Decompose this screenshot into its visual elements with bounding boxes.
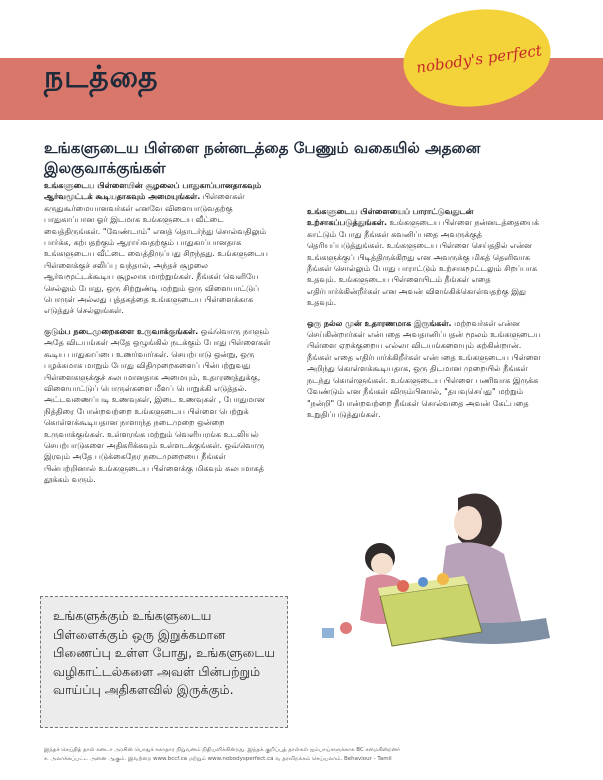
toy-ball (418, 577, 428, 587)
paragraph-lead: உங்களுடைய பிள்ளையின் சூழலைப் பாதுகாப்பானதாகவும் ஆர்வமூட்டக் கூடியதாகவும் அமையுங்கள். (44, 181, 262, 202)
right-column (307, 206, 547, 429)
toy-on-floor (340, 622, 352, 634)
parent-child-illustration (308, 478, 558, 668)
left-column (44, 180, 276, 495)
paragraph-body: உங்களுடைய பிள்ளை நன்னடத்தையைக் காட்டும் போது நீங்கள் கவனிப்பதை அவருக்குத் தெரியப்படுத்துங்கள். உங்களுடைய பிள்ளை செய்ததில் என்ன உங்களுக்குப் பிடித்திருக்கிறது என அவருக்கு மிகத் தெளிவாக நீங்கள் சொல்லும் போது பாராட்டும் உற்சாகமூட்டலும் சிறப்பாக உதவும். உங்களுடைய பிள்ளையிடம் நீங்கள் எதை எதிர்பார்க்கின்றீர்கள் என அவன் விளங்கிக்கொள்வதற்கு இது உதவும். (307, 218, 540, 308)
paragraph-praise (307, 206, 547, 309)
quote-box: உங்களுக்கும் உங்களுடைய பிள்ளைக்கும் ஒரு இறுக்கமான பிணைப்பு உள்ள போது, உங்களுடைய வழிகாட்டல்களை அவள் பின்பற்றும் வாய்ப்பு அதிகளவில் இருக்கும். (40, 596, 288, 728)
child-face (371, 553, 393, 575)
paragraph-body: ஒவ்வொரு நாளும் அதே விடயங்கள் அதே ஒழுங்கில் நடக்கும் போது பிள்ளைகள் கூடிய பாதுகாப்பை உணர்வார்கள். செயற்பாடு ஒன்று, ஒரு பழக்கமாக மாறும் போது விதிமுறைகளைப் பின்பற்றுவது பிள்ளைகளுக்குச் சுலபமானதாக அமையும், உதாரணத்துக்கு, விளையாட்டுப் பொருள்களை மீளப் பொறுக்கி எடுத்தல். அட்டவணைப்படி உணவுகள், இடை உணவுகள் , போதுமான நித்திரை போன்றவற்றை உங்களுடைய பிள்ளை பெற்றுக் கொள்ளக்கூடியதான நாளாந்த நடைமுறை ஒன்றை உருவாக்குங்கள். உள்ளரங்க மற்றும் வெளியரங்க உடலியல் செயற்பாடுகளை அதிகரிக்கவும் உள்ளடக்குங்கள். ஒவ்வொரு இரவும் அதே படுக்கைநேர நடைமுறையை நீங்கள் பின்பற்றினால் உங்களுடைய பிள்ளைக்கு மிகவும் சுலபமாகத் தூக்கம் வரும். (44, 326, 271, 485)
footer-line: இந்தச் செய்தித் தாள் கனடா அரசின் பொதுச் சுகாதார நிறுவனம் நிதியளிக்கின்றது. இந்தக் குறிப்புத் தாள்கள் ஐம்பாய்களுக்காக BC சமைகின்றனர் (44, 747, 401, 753)
footer (44, 746, 584, 764)
paragraph-routines (44, 326, 276, 486)
paragraph-example (307, 318, 547, 421)
paragraph-lead: உங்களுடைய பிள்ளையைப் பாராட்டுவதுடன் உற்சாகப்படுத்துங்கள். (307, 207, 474, 228)
paragraph-lead: குடும்ப நடைமுறைகளை உருவாக்குங்கள். (44, 326, 199, 336)
logo-text: nobody's perfect (415, 41, 543, 77)
toy-ball (397, 580, 409, 592)
page-subtitle: உங்களுடைய பிள்ளை நன்னடத்தை பேணும் வகையில் அதனை இலகுவாக்குங்கள் (44, 139, 481, 177)
paragraph-body: மற்றவர்கள் என்ன செய்கின்றார்கள் என்பதை அவதானிப்பதன் மூலம் உங்களுடைய பிள்ளை ஏறக்குறைய எல்லா விடயங்களையும் கற்கின்றான். நீங்கள் எதை எதிர்பார்க்கிறீர்கள் என்பதை உங்களுடைய பிள்ளை அறிந்து கொள்ளக்கூடியதாக, ஒரு திடமான முறையில் நீங்கள் நடந்து கொள்ளுங்கள். உங்களுடைய பிள்ளை பணிவாக இருக்க வேண்டும் என நீங்கள் விரும்பினால், "தயவுசெய்து" மற்றும் "நன்றி" போன்றவற்றை நீங்கள் சொல்வதை அவன் கேட்பதை உறுதிப்படுத்துங்கள். (307, 318, 541, 419)
toy-ball (437, 573, 449, 585)
mother-face (454, 506, 482, 540)
paragraph-body: பிள்ளைகள் கருதுகூர்மையானவர்கள் எனவே விளையாடுவதற்கு பாதுகாப்பான ஓர் இடமாக உங்களுடைய வீட்டை வைத்திருங்கள். "வேண்டாம்" எனத் தொடர்ந்து சொல்வதிலும் பார்க்க, கற்பதற்கும் ஆராய்வதற்கும் பாதுகாப்பானதாக உங்களுடைய வீட்டை வைத்திருப்பது சிறந்தது. உங்களுடைய பிள்ளைக்குச் சலிப்பு வந்தால், அந்தச் சூழலை ஆர்வமூட்டக்கூடிய சூழலாக மாற்றுங்கள். நீங்கள் வெளியே செல்லும் போது, ஒரு சிற்றுண்டி மற்றும் ஒரு விளையாட்டுப் பொருள் அல்லது புத்தகத்தை உங்களுடைய பிள்ளைக்காக எடுத்துச் செல்லுங்கள். (44, 192, 268, 316)
nobodys-perfect-logo (403, 10, 551, 106)
paragraph-environment (44, 180, 276, 317)
footer-line: ச. அலாக்கப்பட்ட அனை ஆகும். இவற்றை www.bccf.ca மற்றும் www.nobodysperfect.ca வ தரவிறக்கம் செய்யலாம். Behaviour - Tamil (44, 756, 392, 762)
paragraph-lead: ஒரு நல்ல முன் உதாரணமாக இருங்கள். (307, 318, 452, 328)
toy-block (322, 628, 334, 638)
page-title: நடத்தை (44, 60, 159, 95)
